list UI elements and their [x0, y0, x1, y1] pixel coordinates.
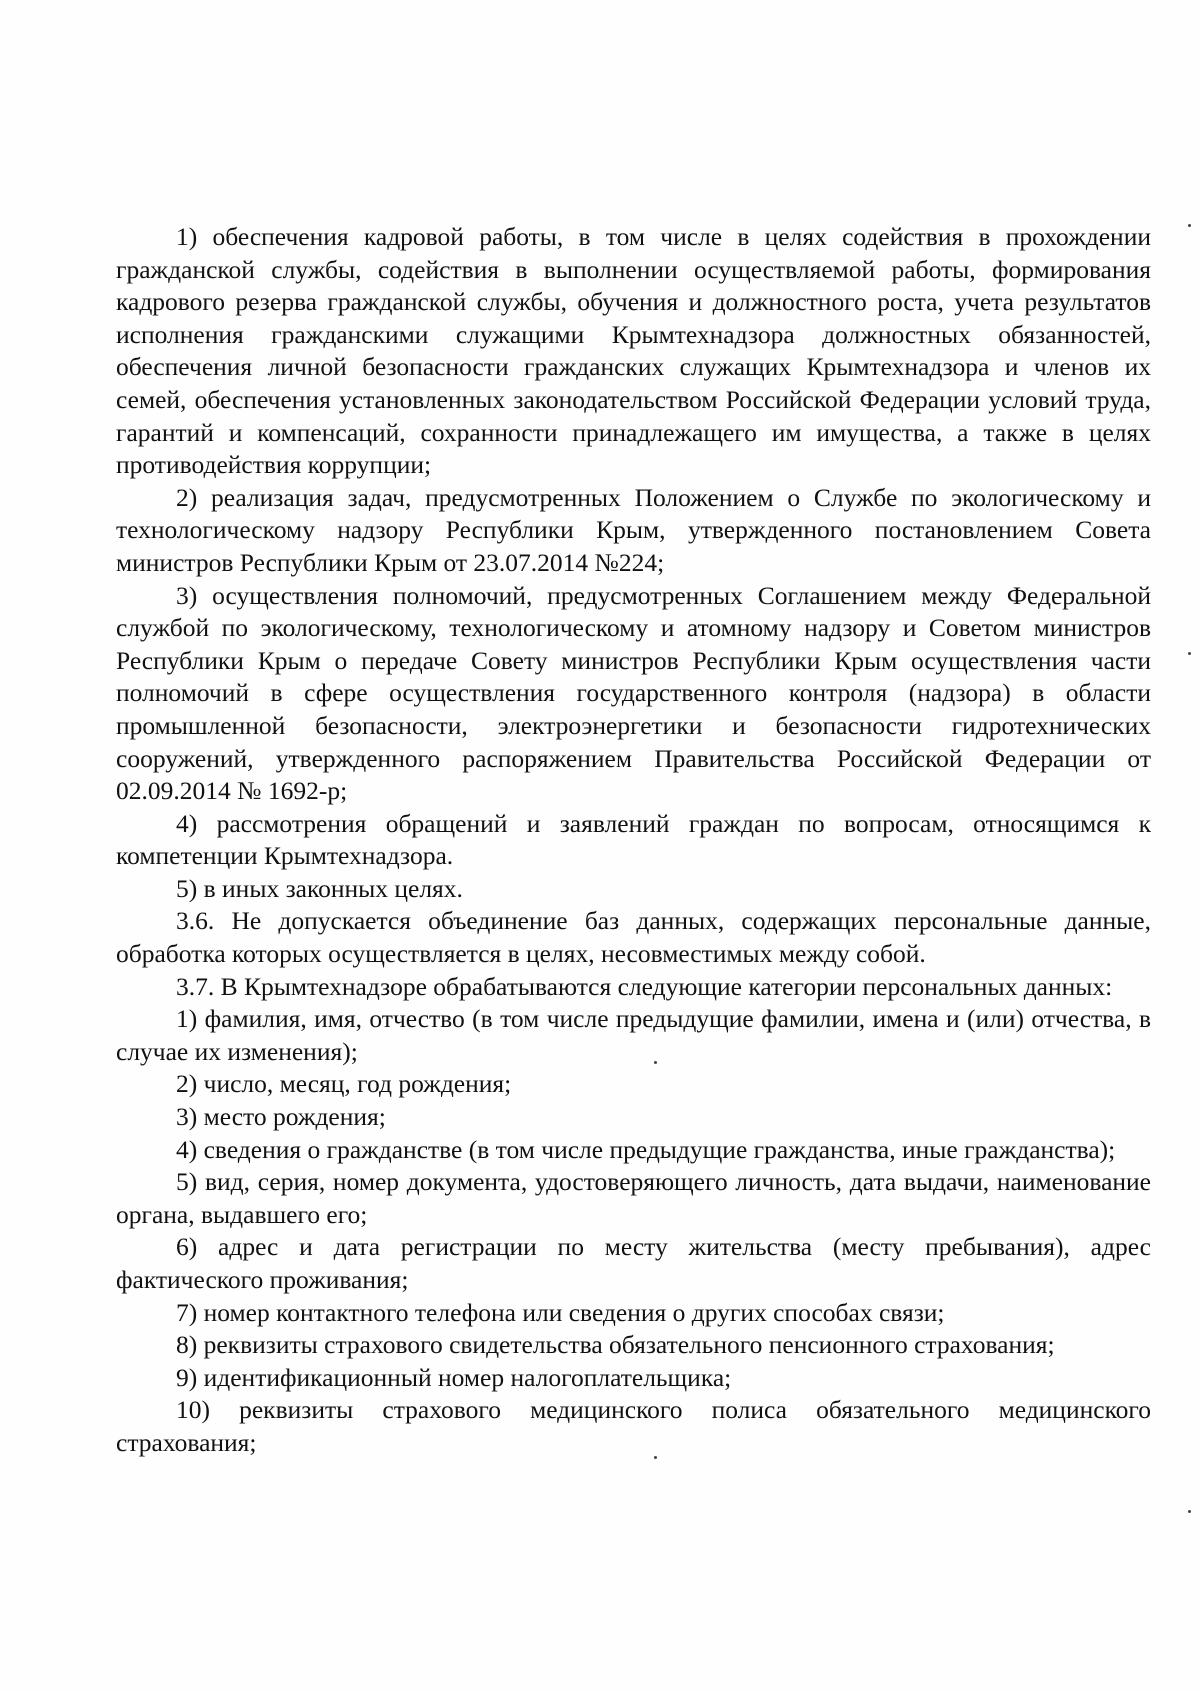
list-item-pension-insurance: 8) реквизиты страхового свидетельства обязательного пенсионного страхования;: [176, 1330, 1055, 1360]
paragraph-section-3-6: 3.6. Не допускается объединение баз данных, содержащих персональные данные, обработка которых осуществляется в целях, несовместимых между собой.: [116, 906, 1151, 969]
paragraph-purpose-hr: 1) обеспечения кадровой работы, в том числе в целях содействия в прохождении гражданской службы, содействия в выполнении осуществляемой работы, формирования кадрового резерва гражданской службы, обучения и должностного роста, учета результатов исполнения гражданскими служащими Крымтехнадзора должностных обязанностей, обеспечения личной безопасности гражданских служащих Крымтехнадзора и членов их семей, обеспечения установленных законодательством Российской Федерации условий труда, гарантий и компенсаций, сохранности принадлежащего им имущества, а также в целях противодействия коррупции;: [116, 222, 1151, 480]
list-item-birth-date: 2) число, месяц, год рождения;: [176, 1069, 512, 1099]
list-item-phone: 7) номер контактного телефона или сведения о других способах связи;: [176, 1297, 945, 1327]
list-item-birth-place: 3) место рождения;: [176, 1102, 386, 1132]
list-item-medical-insurance: 10) реквизиты страхового медицинского полиса обязательного медицинского страхования;: [116, 1395, 1151, 1457]
paragraph-purpose-appeals: 4) рассмотрения обращений и заявлений граждан по вопросам, относящимся к компетенции Крымтехнадзора.: [116, 808, 1151, 871]
scan-speck: [1188, 1510, 1191, 1513]
list-item-full-name: 1) фамилия, имя, отчество (в том числе предыдущие фамилии, имена и (или) отчества, в случае их изменения);: [116, 1004, 1151, 1066]
scan-speck: [1188, 652, 1191, 655]
list-item-citizenship: 4) сведения о гражданстве (в том числе предыдущие гражданства, иные гражданства);: [176, 1134, 1116, 1164]
scan-speck: [1188, 224, 1191, 227]
paragraph-section-3-7: 3.7. В Крымтехнадзоре обрабатываются следующие категории персональных данных:: [176, 971, 1113, 1001]
paragraph-purpose-tasks: 2) реализация задач, предусмотренных Положением о Службе по экологическому и технологическому надзору Республики Крым, утвержденного постановлением Совета министров Республики Крым от 23.07.2014 №224;: [116, 482, 1151, 577]
scan-speck: [654, 1061, 657, 1064]
document-body: [116, 221, 1151, 1460]
paragraph-purpose-powers: 3) осуществления полномочий, предусмотренных Соглашением между Федеральной службой по экологическому, технологическому и атомному надзору и Советом министров Республики Крым о передаче Совету министров Республики Крым осуществления части полномочий в сфере осуществления государственного контроля (надзора) в области промышленной безопасности, электроэнергетики и безопасности гидротехнических сооружений, утвержденного распоряжением Правительства Российской Федерации от 02.09.2014 № 1692-р;: [116, 580, 1151, 806]
paragraph-purpose-other: 5) в иных законных целях.: [176, 873, 463, 903]
list-item-address: 6) адрес и дата регистрации по месту жительства (месту пребывания), адрес фактического проживания;: [116, 1232, 1151, 1294]
list-item-identity-document: 5) вид, серия, номер документа, удостоверяющего личность, дата выдачи, наименование органа, выдавшего его;: [116, 1167, 1151, 1229]
list-item-taxpayer-number: 9) идентификационный номер налогоплательщика;: [176, 1362, 732, 1392]
scan-speck: [654, 1456, 657, 1459]
